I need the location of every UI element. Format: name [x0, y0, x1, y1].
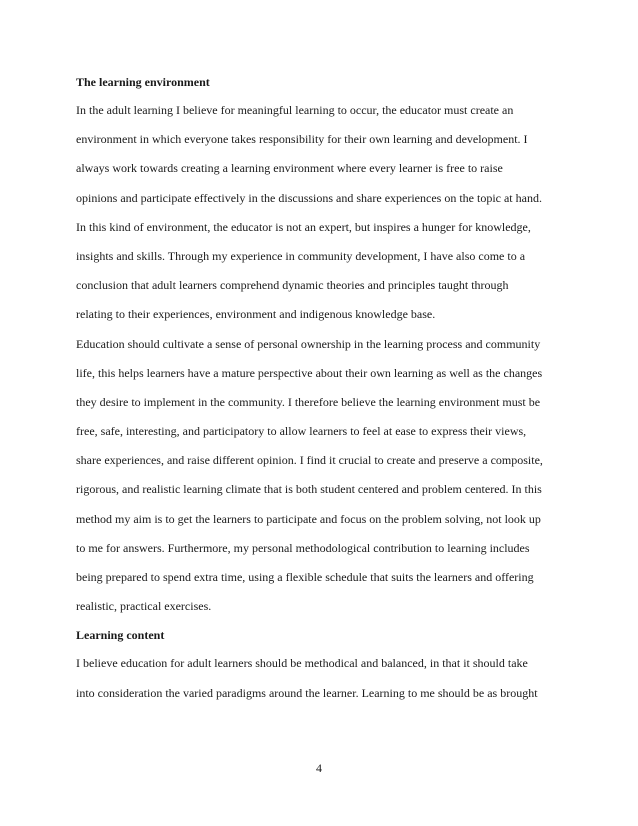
section-heading: The learning environment: [76, 75, 210, 89]
section-learning-environment: [76, 60, 566, 628]
text-line: method my aim is to get the learners to participate and focus on the problem solving, not look up: [76, 511, 541, 526]
section-heading: Learning content: [76, 628, 165, 643]
paragraph: [76, 337, 566, 629]
text-line: environment in which everyone takes responsibility for their own learning and development. I: [76, 132, 528, 147]
text-line: being prepared to spend extra time, using a flexible schedule that suits the learners and offering: [76, 570, 534, 584]
text-line: Education should cultivate a sense of personal ownership in the learning process and community: [76, 336, 541, 351]
page-number: 4: [316, 761, 322, 775]
text-line: I believe education for adult learners should be methodical and balanced, in that it should take: [76, 656, 528, 671]
text-line: into consideration the varied paradigms around the learner. Learning to me should be as brought: [76, 685, 538, 700]
page-content: [76, 60, 566, 715]
text-line: In this kind of environment, the educator is not an expert, but inspires a hunger for knowledge,: [76, 219, 531, 234]
text-line: insights and skills. Through my experience in community development, I have also come to a: [76, 248, 526, 263]
text-line: rigorous, and realistic learning climate that is both student centered and problem centered. In this: [76, 482, 542, 497]
text-line: life, this helps learners have a mature perspective about their own learning as well as the changes: [76, 365, 543, 380]
text-line: always work towards creating a learning environment where every learner is free to raise: [76, 161, 503, 176]
text-line: to me for answers. Furthermore, my personal methodological contribution to learning includes: [76, 540, 530, 555]
text-line: opinions and participate effectively in the discussions and share experiences on the topic at hand.: [76, 190, 542, 205]
text-line: share experiences, and raise different opinion. I find it crucial to create and preserve a composite,: [76, 453, 543, 468]
text-line: realistic, practical exercises.: [76, 599, 212, 614]
text-line: conclusion that adult learners comprehend dynamic theories and principles taught through: [76, 278, 509, 293]
text-line: they desire to implement in the community. I therefore believe the learning environment must be: [76, 394, 541, 409]
text-line: free, safe, interesting, and participatory to allow learners to feel at ease to express their views,: [76, 424, 527, 439]
paragraph: [76, 103, 566, 337]
text-line: In the adult learning I believe for meaningful learning to occur, the educator must create an: [76, 103, 514, 117]
section-learning-content: [76, 628, 566, 714]
text-line: relating to their experiences, environment and indigenous knowledge base.: [76, 307, 436, 322]
paragraph: [76, 656, 566, 714]
